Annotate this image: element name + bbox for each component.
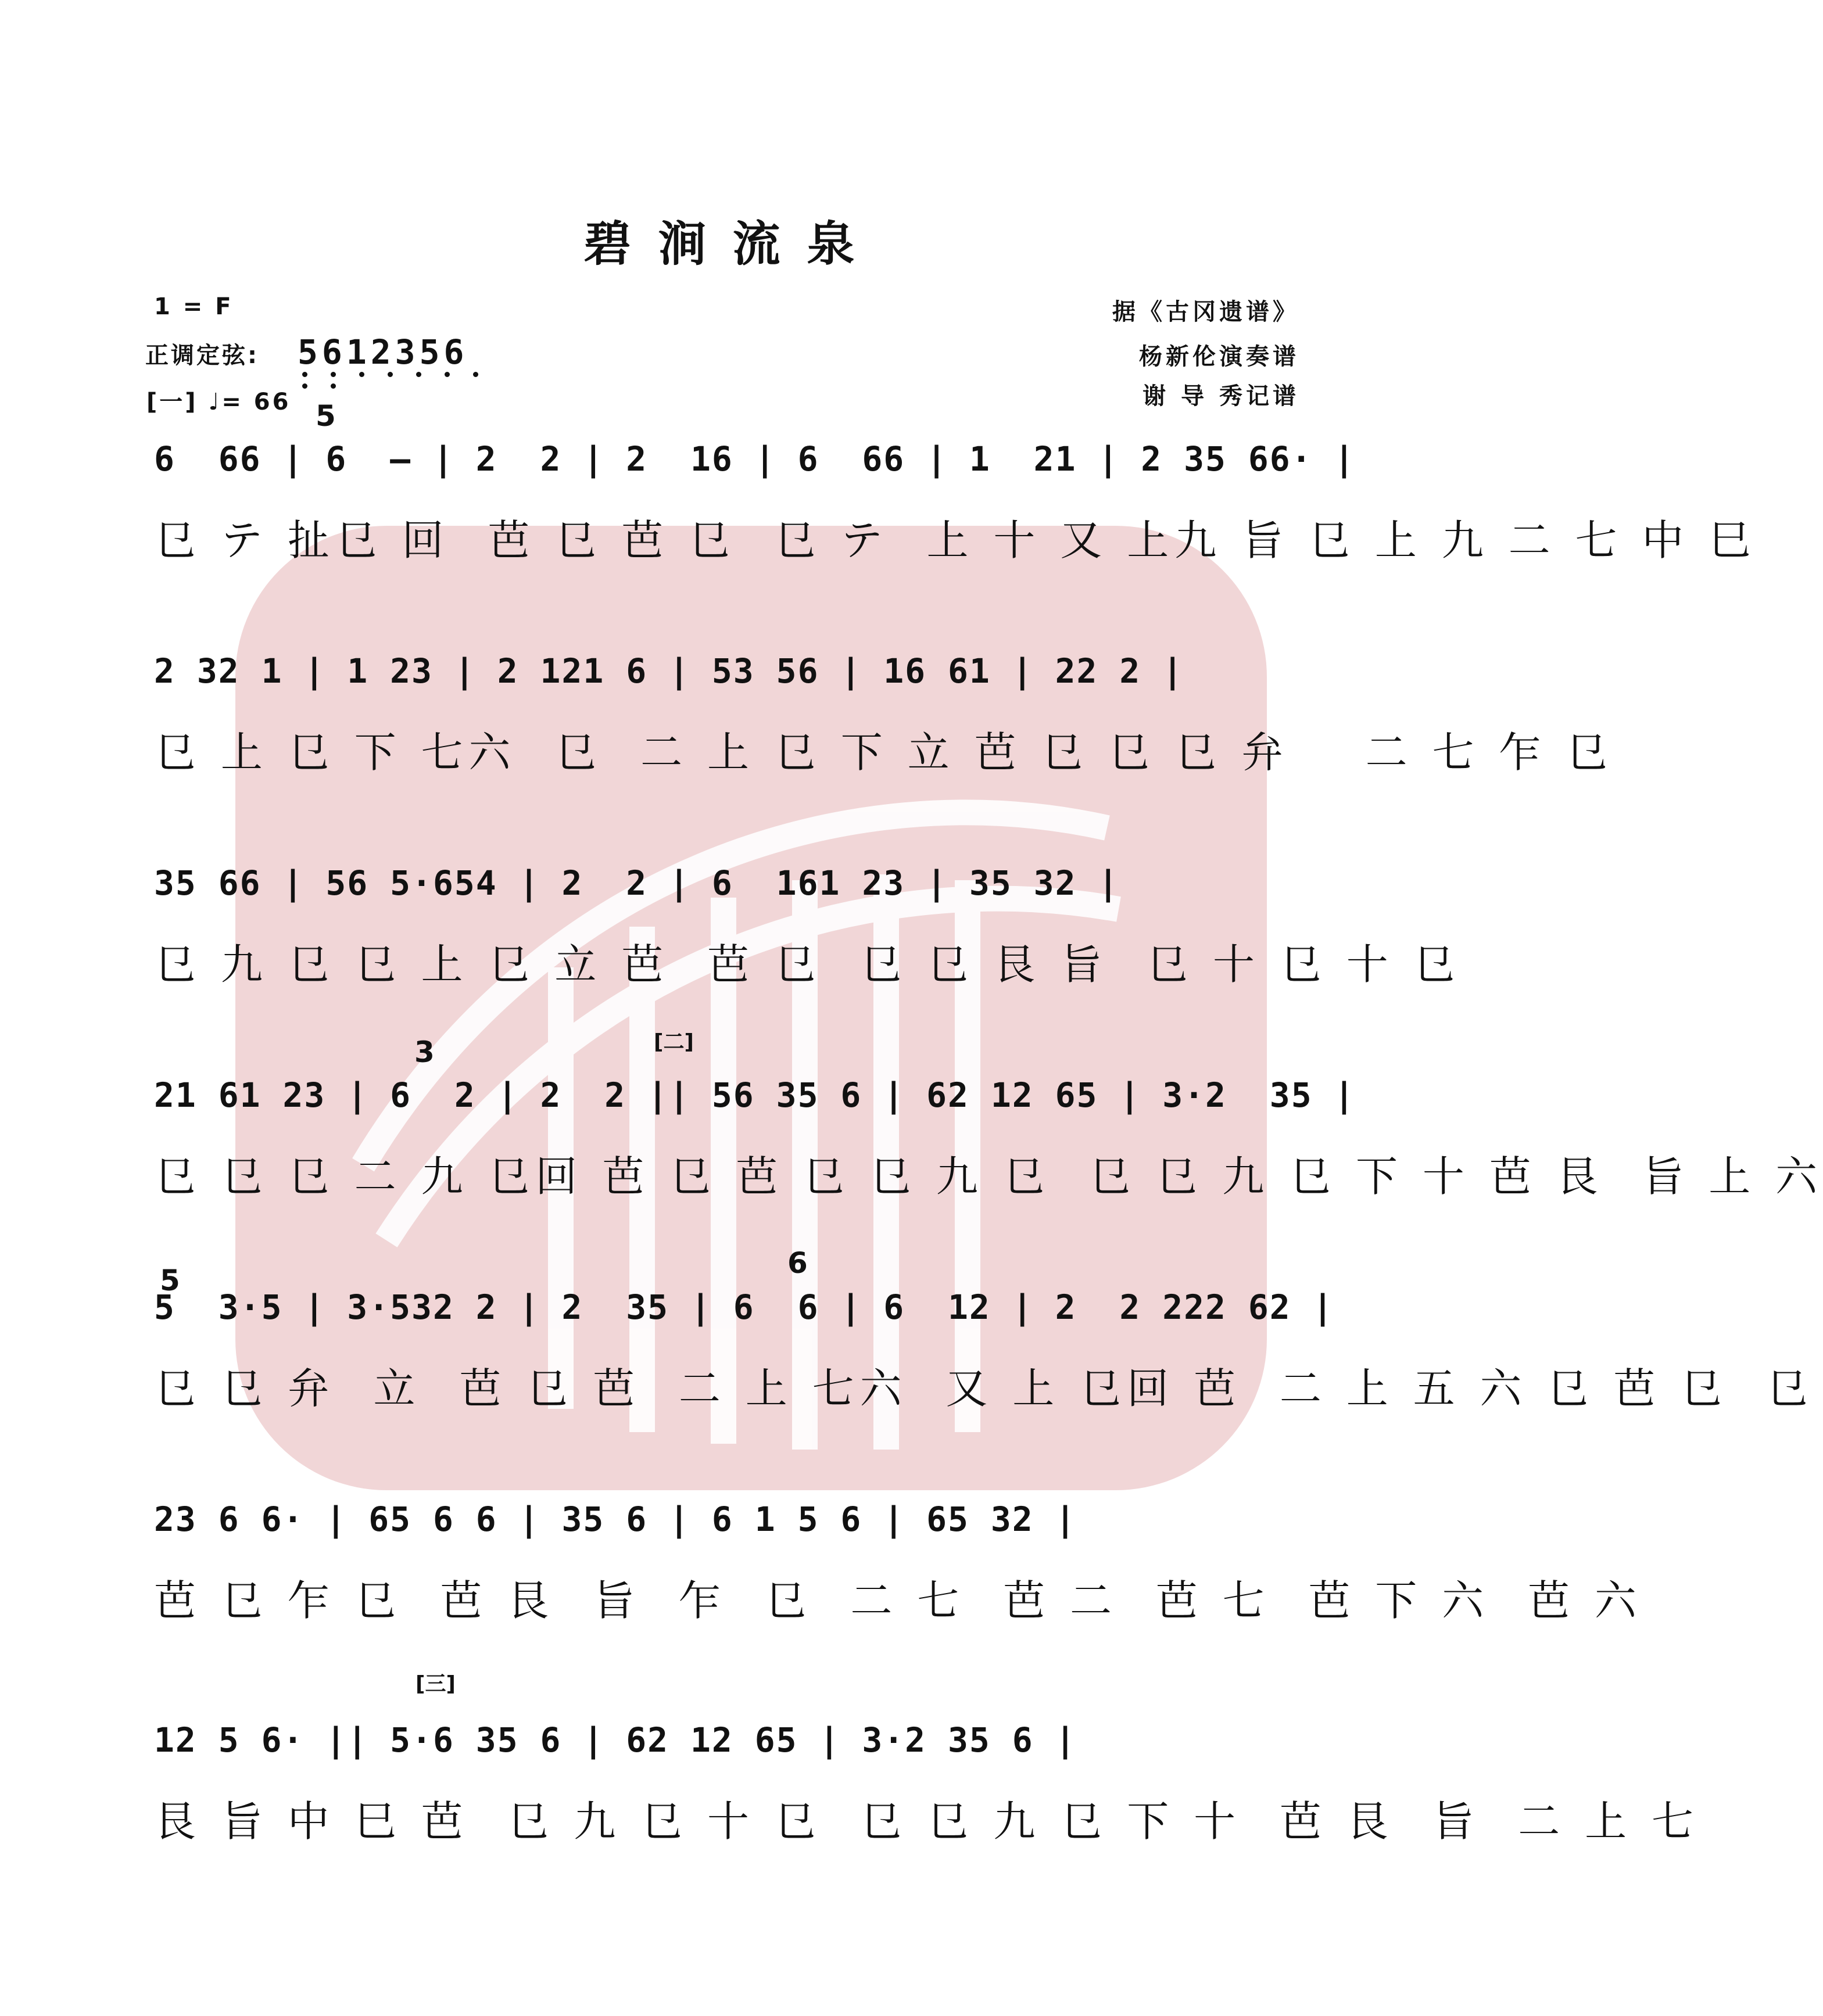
notation-line: 5 3·5 | 3·532 2 | 2 35 | 6 6 | 6 12 | 2 2 222 62 | [154, 1287, 1334, 1327]
section-mark-three: [三] [416, 1672, 456, 1696]
source-credit: 据《古冈遗谱》 [1112, 299, 1299, 325]
performer-credit: 杨新伦演奏谱 [1139, 343, 1299, 370]
tuning-octave-dots [300, 372, 497, 395]
tuning-notes: 5612356 [298, 332, 468, 372]
notation-line: 21 61 23 | 6 2 | 2 2 || 56 35 6 | 62 12 65 | 3·2 35 | [154, 1075, 1356, 1115]
stacked-note: 5 [316, 399, 336, 433]
notation-line: 35 66 | 56 5·654 | 2 2 | 6 161 23 | 35 32 | [154, 863, 1120, 903]
key-signature: 1 = F [154, 293, 234, 320]
tuning-label: 正调定弦: [145, 342, 259, 369]
tablature-line: 㔾 テ 扯㔾 回 芭 㔾 芭 㔾 㔾 テ 上 十 又 上九 旨 㔾 上 九 二 七 中 巳 [154, 516, 1757, 565]
notation-line: 23 6 6· | 65 6 6 | 35 6 | 6 1 5 6 | 65 32 | [154, 1500, 1077, 1539]
tablature-line: 㔾 㔾 弁 立 芭 㔾 芭 二 上 七六 又 上 㔾回 芭 二 上 五 六 㔾 芭 㔾 㔾 [154, 1364, 1814, 1413]
notation-line: 12 5 6· || 5·6 35 6 | 62 12 65 | 3·2 35 6 | [154, 1720, 1077, 1760]
transcriber-credit: 谢 导 秀记谱 [1142, 383, 1299, 410]
tablature-line: 㔾 㔾 㔾 二 九 㔾回 芭 㔾 芭 㔾 㔾 九 㔾 㔾 㔾 九 㔾 下 十 芭 艮 旨 上 六 [154, 1152, 1823, 1201]
stacked-note: 3 [414, 1035, 435, 1069]
stacked-note: 6 [787, 1246, 808, 1280]
tablature-line: 艮 旨 中 巳 芭 㔾 九 㔾 十 㔾 㔾 㔾 九 㔾 下 十 芭 艮 旨 二 上 七 [154, 1797, 1700, 1846]
tablature-line: 㔾 九 㔾 㔾 上 㔾 立 芭 芭 㔾 㔾 㔾 艮 旨 㔾 十 㔾 十 㔾 [154, 940, 1461, 989]
stacked-note: 5 [160, 1264, 180, 1297]
section-mark-two: [二] [654, 1030, 694, 1054]
tempo-mark: [一] ♩= 66 [146, 389, 291, 415]
notation-line: 6 66 | 6 – | 2 2 | 2 16 | 6 66 | 1 21 | 2 35 66· | [154, 439, 1356, 479]
page-title: 碧涧流泉 [583, 216, 882, 272]
tablature-line: 㔾 上 㔾 下 七六 㔾 二 上 㔾 下 立 芭 㔾 㔾 㔾 弁 二 七 乍 㔾 [154, 728, 1614, 777]
tablature-line: 芭 㔾 乍 㔾 芭 艮 旨 乍 㔾 二 七 芭 二 芭 七 芭 下 六 芭 六 [154, 1576, 1642, 1625]
notation-line: 2 32 1 | 1 23 | 2 121 6 | 53 56 | 16 61 | 22 2 | [154, 651, 1184, 691]
